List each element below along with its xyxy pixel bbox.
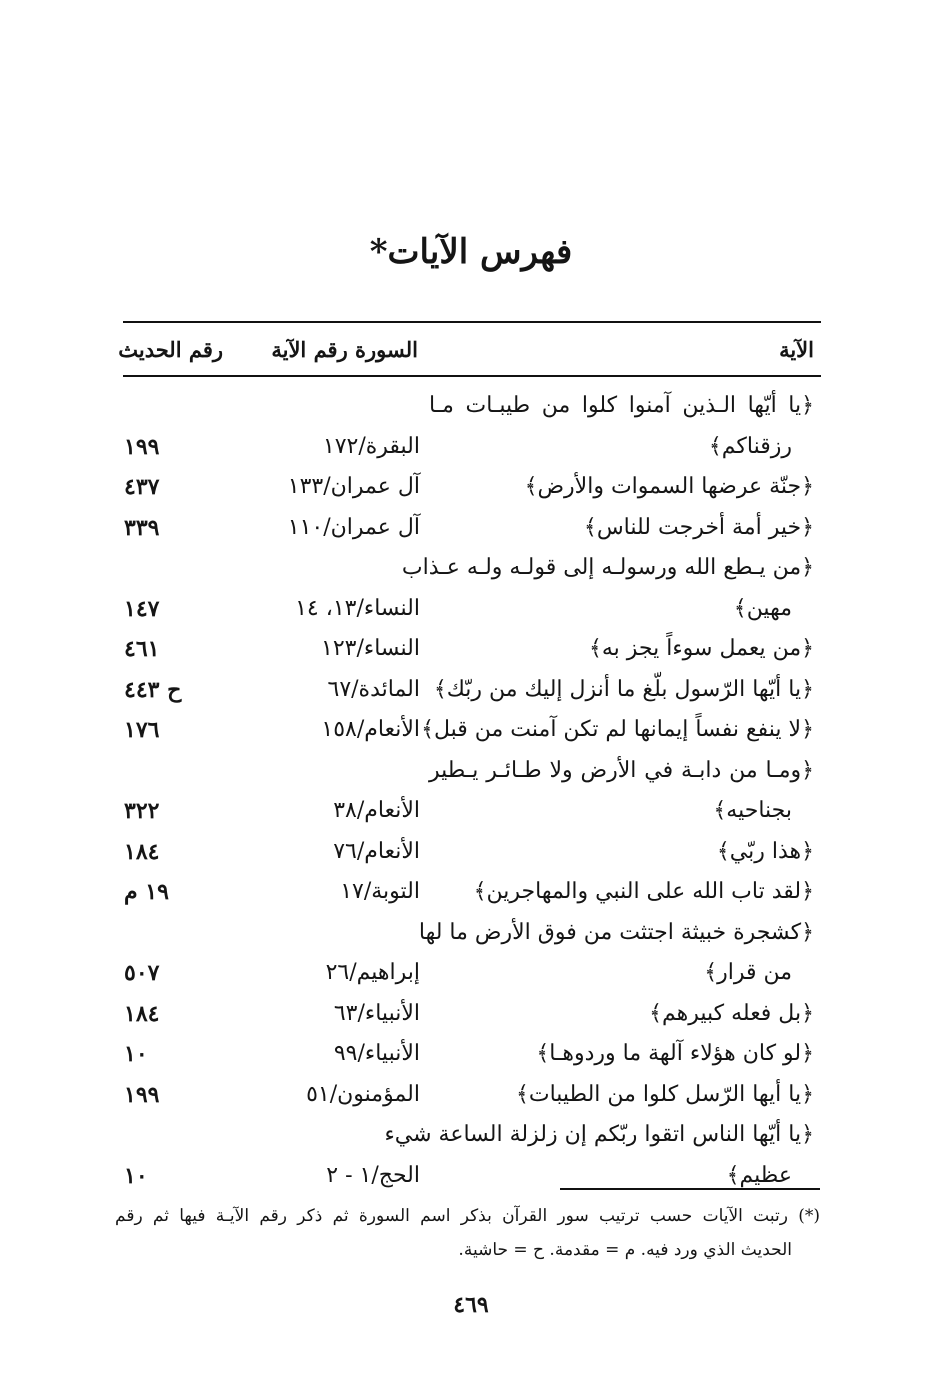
surah-reference: النساء/١٣، ١٤: [295, 595, 420, 621]
table-row: [0, 1075, 942, 1116]
table-row: [0, 1034, 942, 1075]
footnote: [115, 1199, 820, 1267]
table-row: [0, 994, 942, 1035]
hadith-number: ح ٤٤٣: [124, 676, 182, 703]
ayah-text: ﴿يا أيّها الناس اتقوا ربّكم إن زلزلة الساعة شيء: [384, 1122, 814, 1147]
surah-reference: إبراهيم/٢٦: [325, 960, 420, 985]
ayah-text: ﴿يا أيّها الرّسول بلّغ ما أنزل إليك من ربّك﴾: [433, 676, 814, 702]
hadith-number: ٣٣٩: [124, 514, 160, 541]
table-row: [0, 427, 942, 468]
hadith-number: ٥٠٧: [124, 960, 160, 986]
ayah-text: ﴿من يعمل سوءاً يجز به﴾: [588, 636, 814, 661]
surah-reference: الحج/١ - ٢: [326, 1162, 420, 1188]
column-header-surah: السورة رقم الآية: [271, 337, 418, 362]
hadith-number: ١٠: [124, 1041, 148, 1067]
ayah-text: ﴿كشجرة خبيثة اجتثت من فوق الأرض ما لها: [418, 919, 814, 945]
surah-reference: آل عمران/١١٠: [287, 514, 420, 540]
table-top-rule: [123, 321, 821, 323]
ayah-text: ﴿لا ينفع نفساً إيمانها لم تكن آمنت من قبل﴾: [421, 717, 814, 742]
ayah-text: من قرار﴾: [704, 960, 792, 985]
table-row: [0, 791, 942, 832]
hadith-number: ١٠: [124, 1162, 148, 1189]
ayah-text: ﴿لقد تاب الله على النبي والمهاجرين﴾: [473, 879, 814, 904]
table-row: [0, 386, 942, 427]
ayah-text: ﴿لو كان هؤلاء آلهة ما وردوهـا﴾: [536, 1041, 814, 1066]
column-header-ayah: الآية: [779, 337, 814, 362]
surah-reference: الأنعام/١٥٨: [321, 717, 420, 742]
hadith-number: ١٧٦: [124, 717, 160, 743]
surah-reference: آل عمران/١٣٣: [287, 474, 420, 499]
table-row: [0, 913, 942, 954]
ayah-text: ﴿يا أيّها الـذين آمنوا كلوا من طيبـات مـا: [429, 393, 814, 418]
surah-reference: الأنعام/٣٨: [333, 798, 420, 823]
table-row: [0, 953, 942, 994]
ayah-text: ﴿بل فعله كبيرهم﴾: [649, 1000, 814, 1026]
ayah-text: عظيم﴾: [726, 1162, 792, 1188]
footnote-rule: [560, 1188, 820, 1190]
table-row: [0, 508, 942, 549]
page-title: فهرس الآيات*: [369, 232, 573, 272]
footnote-line-2: الحديث الذي ورد فيه. م = مقدمة. ح = حاشية.: [458, 1240, 792, 1260]
hadith-number: ١٤٧: [124, 595, 160, 622]
page-number: ٤٦٩: [453, 1292, 489, 1318]
ayah-text: ﴿يا أيها الرّسل كلوا من الطيبات﴾: [515, 1081, 814, 1107]
ayah-text: ﴿من يـطع الله ورسولـه إلى قولـه ولـه عـذاب: [401, 555, 814, 580]
hadith-number: ١٩ م: [124, 879, 169, 905]
hadith-number: ٤٣٧: [124, 474, 160, 500]
table-row: [0, 751, 942, 792]
hadith-number: ١٨٤: [124, 838, 160, 865]
footnote-line-1: (*) رتبت الآيات حسب ترتيب سور القرآن بذكر اسم السورة ثم ذكر رقم الآيـة فيها ثم رقم: [115, 1206, 820, 1226]
surah-reference: النساء/١٢٣: [321, 636, 420, 661]
surah-reference: الأنبياء/٩٩: [333, 1041, 420, 1066]
table-header-rule: [123, 375, 821, 377]
table-row: [0, 589, 942, 630]
table-row: [0, 1115, 942, 1156]
index-table-body: [0, 386, 942, 1196]
surah-reference: المائدة/٦٧: [327, 676, 420, 702]
ayah-text: ﴿ومـا من دابـة في الأرض ولا طـائـر يـطير: [429, 757, 814, 783]
surah-reference: التوبة/١٧: [340, 879, 420, 904]
ayah-text: مهين﴾: [733, 595, 792, 621]
table-row: [0, 548, 942, 589]
table-row: [0, 710, 942, 751]
surah-reference: الأنبياء/٦٣: [333, 1000, 420, 1026]
ayah-text: رزقناكم﴾: [708, 433, 792, 459]
ayah-text: ﴿جنّة عرضها السموات والأرض﴾: [524, 474, 814, 499]
ayah-text: ﴿هذا ربّي﴾: [716, 838, 814, 864]
hadith-number: ١٨٤: [124, 1000, 160, 1027]
table-row: [0, 670, 942, 711]
table-row: [0, 832, 942, 873]
surah-reference: الأنعام/٧٦: [333, 838, 420, 864]
hadith-number: ٤٦١: [124, 636, 160, 662]
ayah-text: ﴿خير أمة أخرجت للناس﴾: [583, 514, 814, 540]
hadith-number: ١٩٩: [124, 433, 160, 460]
table-row: [0, 629, 942, 670]
hadith-number: ٣٢٢: [124, 798, 160, 824]
table-row: [0, 467, 942, 508]
surah-reference: المؤمنون/٥١: [306, 1081, 420, 1107]
column-header-hadith: رقم الحديث: [118, 337, 223, 362]
table-row: [0, 872, 942, 913]
hadith-number: ١٩٩: [124, 1081, 160, 1108]
surah-reference: البقرة/١٧٢: [322, 433, 420, 459]
ayah-text: بجناحيه﴾: [713, 798, 792, 823]
